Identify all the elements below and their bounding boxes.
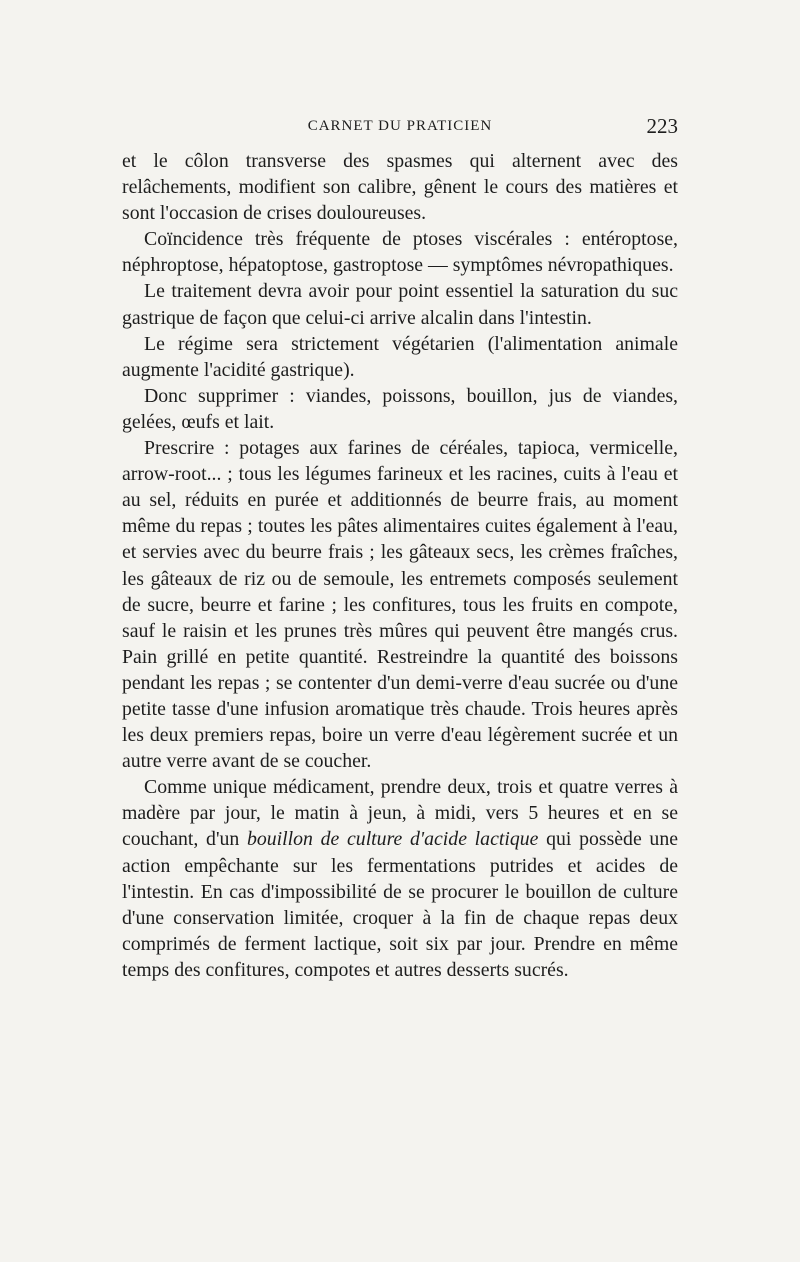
page-header xyxy=(122,114,678,140)
paragraph-supprimer: Donc supprimer : viandes, poissons, bouillon, jus de viandes, gelées, œufs et lait. xyxy=(122,384,678,433)
medicament-italic-term: bouillon de culture d'acide lactique xyxy=(247,828,539,851)
paragraph-traitement: Le traitement devra avoir pour point essentiel la saturation du suc gastrique de façon que celui-ci arrive alcalin dans l'intestin. xyxy=(122,280,678,329)
medicament-text-end: qui possède une action empêchante sur les fermentations putrides et acides de l'intestin. En cas d'impossibilité de se procurer le bouillon de culture d'une conservation limitée, croquer à la fin de chaque repas deux comprimés de ferment lactique, soit six par jour. Prendre en même temps des confitures, compotes et autres desserts sucrés. xyxy=(122,828,678,981)
body-text xyxy=(122,148,678,983)
running-head: CARNET DU PRATICIEN xyxy=(307,118,493,134)
page-number: 223 xyxy=(646,114,678,138)
paragraph-medicament xyxy=(122,774,678,983)
medicament-text-start: Comme unique médicament, prendre deux, trois et quatre verres à madère par jour, le matin à jeun, à midi, vers 5 heures et en se couchant, d'un xyxy=(122,776,678,851)
paragraph-prescrire: Prescrire : potages aux farines de céréales, tapioca, vermicelle, arrow-root... ; tous les légumes farineux et les racines, cuits à l'eau et au sel, réduits en purée et additionnés de beurre frais, au moment même du repas ; toutes les pâtes alimentaires cuites également à l'eau, et servies avec du beurre frais ; les gâteaux secs, les crèmes fraîches, les gâteaux de riz ou de semoule, les entremets composés seulement de sucre, beurre et farine ; les confitures, tous les fruits en compote, sauf le raisin et les prunes très mûres qui peuvent être mangés crus. Pain grillé en petite quantité. Restreindre la quantité des boissons pendant les repas ; se contenter d'un demi-verre d'eau sucrée ou d'une petite tasse d'une infusion aromatique très chaude. Trois heures après les deux premiers repas, boire un verre d'eau légèrement sucrée et un autre verre avant de se coucher. xyxy=(122,437,678,773)
paragraph-regime: Le régime sera strictement végétarien (l'alimentation animale augmente l'acidité gastrique). xyxy=(122,332,678,381)
paragraph-colon-spasms: et le côlon transverse des spasmes qui alternent avec des relâchements, modifient son calibre, gênent le cours des matières et sont l'occasion de crises douloureuses. xyxy=(122,150,678,225)
paragraph-ptoses: Coïncidence très fréquente de ptoses viscérales : entéroptose, néphroptose, hépatoptose, gastroptose — symptômes névropathiques. xyxy=(122,228,678,277)
